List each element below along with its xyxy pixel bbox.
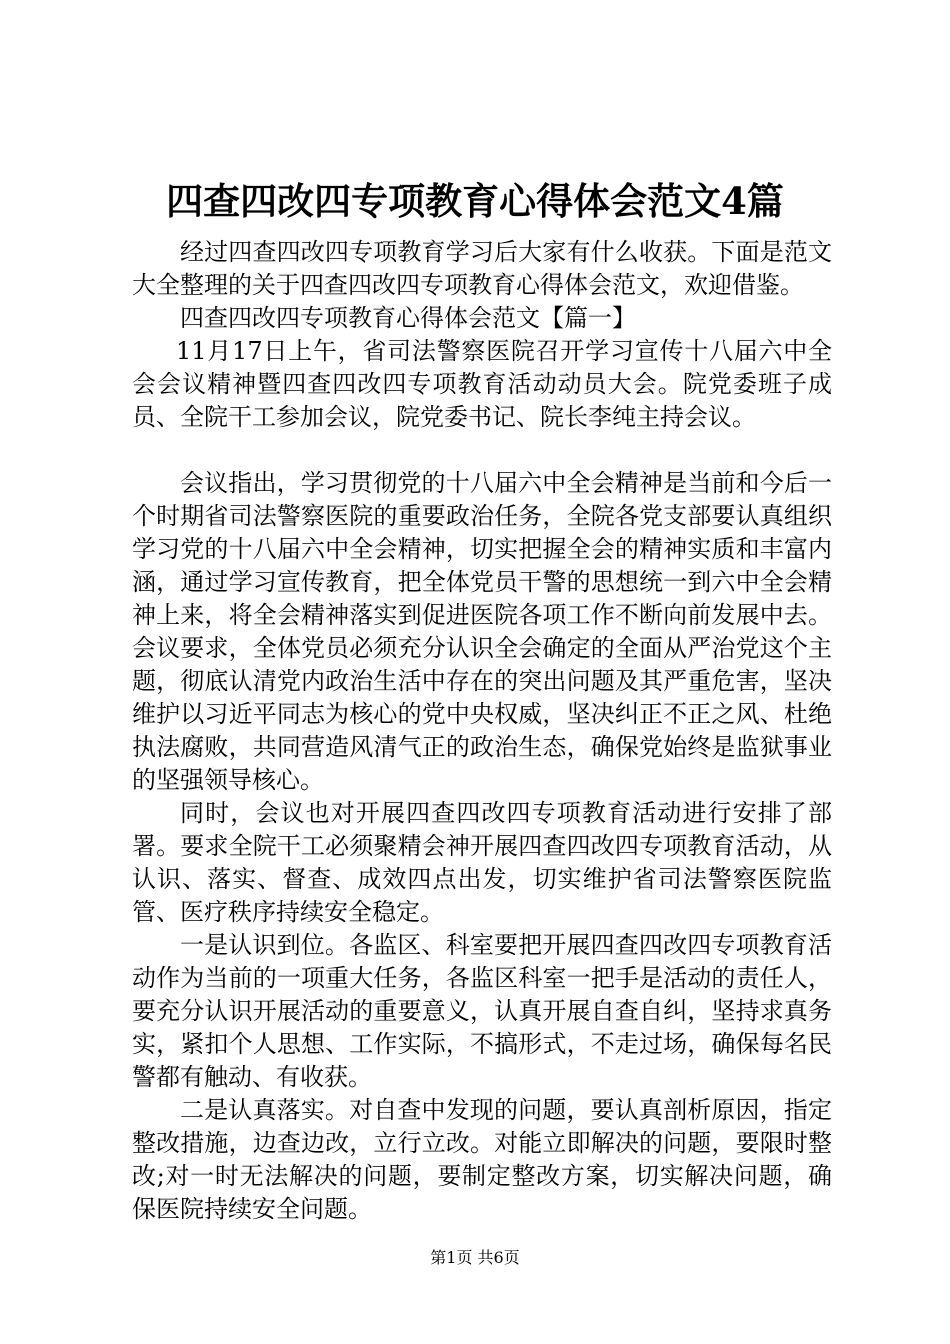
point-two-paragraph: 二是认真落实。对自查中发现的问题，要认真剖析原因，指定整改措施，边查边改，立行立改。对能立即解决的问题，要限时整改;对一时无法解决的问题，要制定整改方案，切实解决问题，确保医院持续安全问题。 <box>132 1096 832 1223</box>
section-heading: 四查四改四专项教育心得体会范文【篇一】 <box>180 304 636 332</box>
paragraph-gap <box>132 434 832 467</box>
intro-paragraph: 经过四查四改四专项教育学习后大家有什么收获。下面是范文大全整理的关于四查四改四专项教育心得体会范文，欢迎借鉴。 <box>132 238 832 299</box>
point-one-paragraph: 一是认识到位。各监区、科室要把开展四查四改四专项教育活动作为当前的一项重大任务，各监区科室一把手是活动的责任人，要充分认识开展活动的重要意义，认真开展自查自纠，坚持求真务实，紧扣个人思想、工作实际，不搞形式，不走过场，确保每名民警都有触动、有收获。 <box>132 931 832 1091</box>
meeting-paragraph: 11月17日上午，省司法警察医院召开学习宣传十八届六中全会会议精神暨四查四改四专项教育活动动员大会。院党委班子成员、全院干工参加会议，院党委书记、院长李纯主持会议。 <box>132 337 832 431</box>
meeting-points-paragraph: 会议指出，学习贯彻党的十八届六中全会精神是当前和今后一个时期省司法警察医院的重要政治任务，全院各党支部要认真组织学习党的十八届六中全会精神，切实把握全会的精神实质和丰富内涵，通过学习宣传教育，把全体党员干警的思想统一到六中全会精神上来，将全会精神落实到促进医院各项工作不断向前发展中去。会议要求，全体党员必须充分认识全会确定的全面从严治党这个主题，彻底认清党内政治生活中存在的突出问题及其严重危害，坚决维护以习近平同志为核心的党中央权威，坚决纠正不正之风、杜绝执法腐败，共同营造风清气正的政治生态，确保党始终是监狱事业的坚强领导核心。 <box>132 469 832 794</box>
document-body <box>132 236 832 1226</box>
deployment-paragraph: 同时，会议也对开展四查四改四专项教育活动进行安排了部署。要求全院干工必须聚精会神开展四查四改四专项教育活动，从认识、落实、督查、成效四点出发，切实维护省司法警察医院监管、医疗秩序持续安全稳定。 <box>132 799 832 926</box>
document-title: 四查四改四专项教育心得体会范文4篇 <box>166 179 784 223</box>
page-footer: 第1页 共6页 <box>430 1248 520 1267</box>
